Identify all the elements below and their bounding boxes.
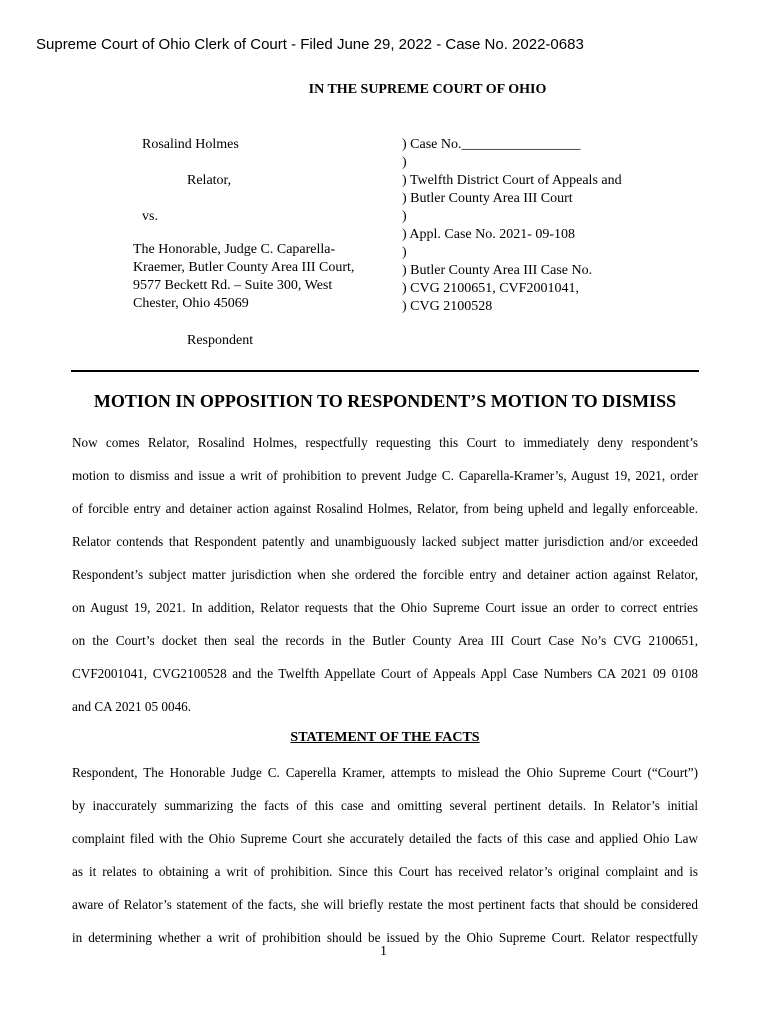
intro-line: Relator contends that Respondent patently and unambiguously lacked subject matter jurisdiction and/or exceeded	[72, 534, 698, 549]
respondent-line: Kraemer, Butler County Area III Court,	[133, 260, 355, 275]
caption-divider	[71, 370, 699, 372]
case-info-line: ) Butler County Area III Case No.	[402, 263, 593, 278]
respondent-line: 9577 Beckett Rd. – Suite 300, West	[133, 278, 333, 293]
case-info-line: )	[402, 209, 407, 224]
intro-line: CVF2001041, CVG2100528 and the Twelfth Appellate Court of Appeals Appl Case Numbers CA 2021 09 0108	[72, 666, 698, 681]
versus-label: vs.	[142, 209, 158, 224]
case-info-line: ) Butler County Area III Court	[402, 191, 573, 206]
intro-line: motion to dismiss and issue a writ of prohibition to prevent Judge C. Caparella-Kramer’s, August 19, 2021, order	[72, 468, 698, 483]
facts-line: by inaccurately summarizing the facts of this case and omitting several pertinent details. In Relator’s initial	[72, 798, 698, 813]
respondent-address	[133, 241, 354, 313]
intro-line: Respondent’s subject matter jurisdiction when she ordered the forcible entry and detainer action against Relator,	[72, 567, 698, 582]
case-info	[402, 136, 622, 316]
intro-line: and CA 2021 05 0046.	[72, 699, 192, 714]
respondent-line: The Honorable, Judge C. Caparella-	[133, 242, 336, 257]
facts-line: in determining whether a writ of prohibition should be issued by the Ohio Supreme Court. Relator respectfully	[72, 930, 698, 945]
facts-line: complaint filed with the Ohio Supreme Court she accurately detailed the facts of this case and applied Ohio Law	[72, 831, 698, 846]
facts-heading: STATEMENT OF THE FACTS	[290, 730, 480, 745]
facts-line: aware of Relator’s statement of the facts, she will briefly restate the most pertinent facts that should be considered	[72, 897, 698, 912]
case-info-line: ) CVG 2100651, CVF2001041,	[402, 281, 579, 296]
filing-stamp: Supreme Court of Ohio Clerk of Court - Filed June 29, 2022 - Case No. 2022-0683	[36, 36, 584, 53]
case-info-line: )	[402, 245, 407, 260]
court-title: IN THE SUPREME COURT OF OHIO	[308, 82, 547, 97]
intro-line: on the Court’s docket then seal the records in the Butler County Area III Court Case No’s CVG 2100651,	[72, 633, 698, 648]
relator-role: Relator,	[187, 173, 232, 188]
page-number: 1	[380, 944, 387, 959]
respondent-line: Chester, Ohio 45069	[133, 296, 249, 311]
case-info-line: ) CVG 2100528	[402, 299, 493, 314]
facts-line: Respondent, The Honorable Judge C. Caperella Kramer, attempts to mislead the Ohio Supreme Court (“Court”)	[72, 765, 698, 780]
motion-title: MOTION IN OPPOSITION TO RESPONDENT’S MOTION TO DISMISS	[93, 391, 677, 411]
case-info-line: )	[402, 155, 407, 170]
case-info-line: ) Appl. Case No. 2021- 09-108	[402, 227, 576, 242]
facts-line: as it relates to obtaining a writ of prohibition. Since this Court has received relator’s original complaint and is	[72, 864, 698, 879]
intro-line: Now comes Relator, Rosalind Holmes, respectfully requesting this Court to immediately deny respondent’s	[72, 435, 698, 450]
case-info-line: ) Case No._________________	[402, 137, 581, 152]
relator-name: Rosalind Holmes	[142, 137, 239, 152]
case-info-line: ) Twelfth District Court of Appeals and	[402, 173, 622, 188]
intro-line: on August 19, 2021. In addition, Relator requests that the Ohio Supreme Court issue an order to correct entries	[72, 600, 698, 615]
respondent-role: Respondent	[187, 333, 254, 348]
intro-line: of forcible entry and detainer action against Rosalind Holmes, Relator, from being upheld and legally enforceable.	[72, 501, 698, 516]
